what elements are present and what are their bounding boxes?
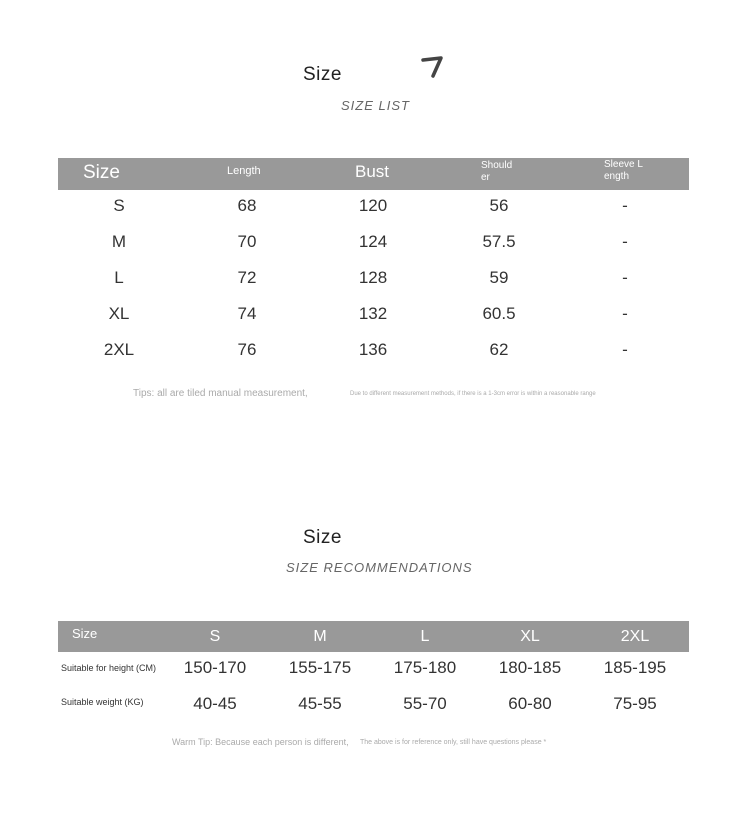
cell-sleeve: - <box>622 196 628 215</box>
cell-value: 185-195 <box>603 658 667 677</box>
table-row <box>58 188 689 224</box>
header-length: Length <box>227 165 261 177</box>
cell-value: 150-170 <box>183 658 247 677</box>
cell-length: 72 <box>237 268 257 287</box>
cell-shoulder: 56 <box>489 196 509 215</box>
cell-size: S <box>113 196 125 215</box>
cell-size: 2XL <box>103 340 135 359</box>
cell-bust: 124 <box>358 232 388 251</box>
header-2xl: 2XL <box>620 628 650 645</box>
table-row <box>58 650 689 686</box>
header-size: Size <box>72 626 98 641</box>
cell-shoulder: 60.5 <box>482 304 516 323</box>
table-row <box>58 296 689 332</box>
measurement-tip-detail: Due to different measurement methods, if there is a 1-3cm error is within a reasonable range <box>350 391 596 397</box>
table-row <box>58 332 689 368</box>
cell-length: 68 <box>237 196 257 215</box>
cell-bust: 132 <box>358 304 388 323</box>
cell-size: M <box>111 232 127 251</box>
cell-sleeve: - <box>622 304 628 323</box>
cell-value: 175-180 <box>393 658 457 677</box>
header-l: L <box>420 628 430 645</box>
cell-value: 45-55 <box>298 694 342 713</box>
size-list-title: Size <box>303 64 342 85</box>
cell-size: L <box>114 268 124 287</box>
recommendation-table-header <box>58 621 689 652</box>
header-s: S <box>209 628 221 645</box>
table-row <box>58 224 689 260</box>
header-size: Size <box>83 162 120 183</box>
cell-value: 60-80 <box>508 694 552 713</box>
table-row <box>58 686 689 722</box>
cell-shoulder: 57.5 <box>482 232 516 251</box>
header-m: M <box>313 628 327 645</box>
cell-sleeve: - <box>622 268 628 287</box>
row-label-weight: Suitable weight (KG) <box>61 697 144 707</box>
decorative-hook-icon <box>421 56 445 80</box>
size-table-header <box>58 158 689 190</box>
cell-length: 70 <box>237 232 257 251</box>
size-recommendations-title: Size <box>303 527 342 548</box>
header-xl: XL <box>520 628 540 645</box>
cell-value: 155-175 <box>288 658 352 677</box>
cell-bust: 128 <box>358 268 388 287</box>
cell-sleeve: - <box>622 232 628 251</box>
cell-length: 76 <box>237 340 257 359</box>
measurement-tip: Tips: all are tiled manual measurement, <box>133 388 308 399</box>
warm-tip: Warm Tip: Because each person is different, <box>172 737 349 747</box>
cell-shoulder: 59 <box>489 268 509 287</box>
cell-value: 55-70 <box>403 694 447 713</box>
cell-length: 74 <box>237 304 257 323</box>
cell-bust: 120 <box>358 196 388 215</box>
table-row <box>58 260 689 296</box>
cell-value: 75-95 <box>613 694 657 713</box>
cell-sleeve: - <box>622 340 628 359</box>
cell-bust: 136 <box>358 340 388 359</box>
header-bust: Bust <box>355 162 390 181</box>
cell-size: XL <box>108 304 130 323</box>
cell-value: 40-45 <box>193 694 237 713</box>
row-label-height: Suitable for height (CM) <box>61 663 157 673</box>
size-recommendations-subtitle: SIZE RECOMMENDATIONS <box>286 560 473 575</box>
cell-value: 180-185 <box>498 658 562 677</box>
header-sleeve-length: Sleeve L ength <box>604 159 643 182</box>
cell-shoulder: 62 <box>489 340 509 359</box>
warm-tip-detail: The above is for reference only, still have questions please * <box>360 739 547 746</box>
size-list-subtitle: SIZE LIST <box>341 98 410 113</box>
header-shoulder: Should er <box>481 160 513 183</box>
